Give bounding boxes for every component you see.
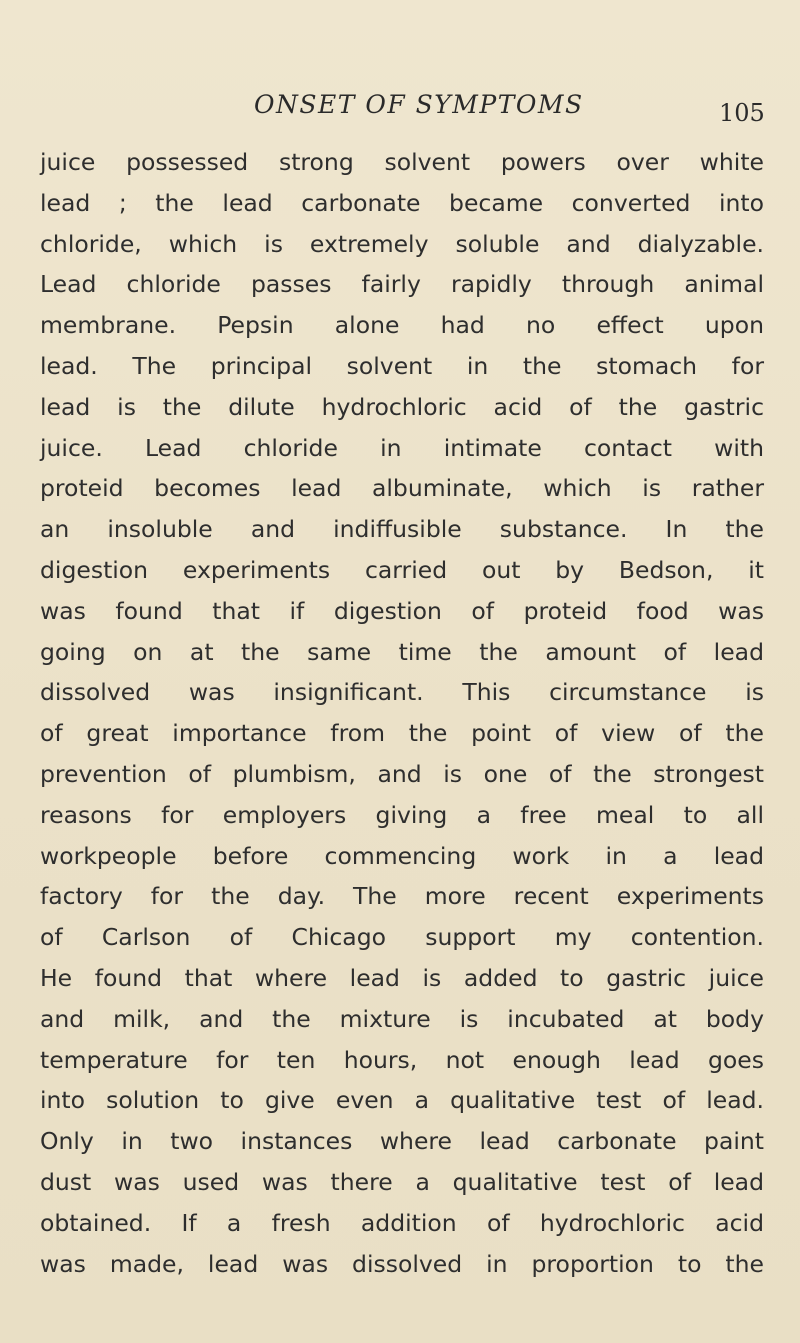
text-line: chloride, which is extremely soluble and dialyzable.: [40, 229, 764, 258]
text-line: dust was used was there a qualitative test of lead: [40, 1167, 764, 1196]
page-number: 105: [719, 99, 765, 127]
text-line: reasons for employers giving a free meal to all: [40, 800, 764, 829]
text-line: of great importance from the point of view of the: [40, 719, 764, 748]
text-line: an insoluble and indiffusible substance. In the: [40, 515, 764, 544]
text-line: going on at the same time the amount of lead: [40, 637, 764, 666]
text-line: Lead chloride passes fairly rapidly through animal: [40, 270, 764, 299]
text-line: was found that if digestion of proteid food was: [40, 596, 764, 625]
text-line: proteid becomes lead albuminate, which is rather: [40, 474, 764, 503]
text-line: obtained. If a fresh addition of hydrochloric acid: [40, 1208, 764, 1237]
running-head: [0, 90, 800, 130]
text-line: digestion experiments carried out by Bedson, it: [40, 555, 764, 584]
text-line: juice possessed strong solvent powers over white: [40, 148, 764, 176]
text-line: workpeople before commencing work in a lead: [40, 841, 764, 870]
running-head-title: ONSET OF SYMPTOMS: [254, 90, 584, 119]
text-line: juice. Lead chloride in intimate contact with: [40, 433, 764, 462]
text-line: lead. The principal solvent in the stomach for: [40, 351, 764, 380]
text-line: of Carlson of Chicago support my contention.: [40, 923, 764, 952]
text-line: membrane. Pepsin alone had no effect upon: [40, 311, 764, 340]
text-line: He found that where lead is added to gastric juice: [40, 963, 764, 992]
text-line: and milk, and the mixture is incubated at body: [40, 1004, 764, 1033]
text-line: was made, lead was dissolved in proportion to the: [40, 1249, 764, 1278]
text-line: dissolved was insignificant. This circumstance is: [40, 678, 764, 707]
text-line: temperature for ten hours, not enough lead goes: [40, 1045, 764, 1074]
text-line: Only in two instances where lead carbonate paint: [40, 1127, 764, 1156]
text-line: lead is the dilute hydrochloric acid of the gastric: [40, 392, 764, 421]
text-line: factory for the day. The more recent experiments: [40, 882, 764, 911]
text-line: prevention of plumbism, and is one of the strongest: [40, 759, 764, 788]
body-paragraph: [40, 142, 764, 1284]
text-line: lead ; the lead carbonate became converted into: [40, 188, 764, 217]
text-line: into solution to give even a qualitative test of lead.: [40, 1086, 764, 1115]
